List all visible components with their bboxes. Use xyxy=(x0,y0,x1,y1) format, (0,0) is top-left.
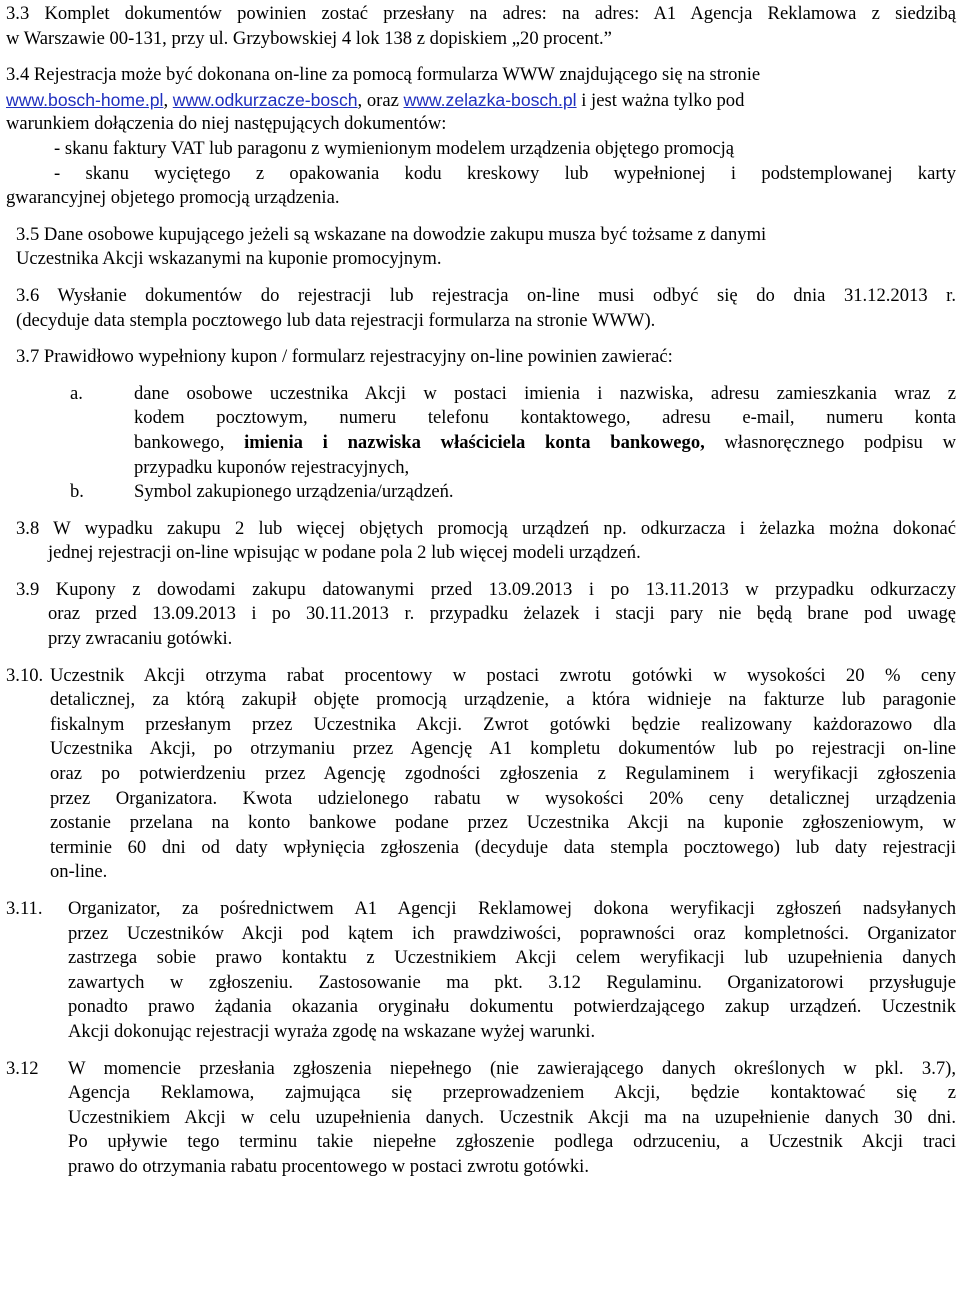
section-3-7 xyxy=(16,345,956,370)
section-3-5-line-2: Uczestnika Akcji wskazanymi na kuponie promocyjnym. xyxy=(16,248,442,270)
section-3-12 xyxy=(6,1057,956,1180)
section-3-4-line-2-tail: i jest ważna tylko pod xyxy=(576,89,745,111)
section-3-10-number: 3.10. xyxy=(6,664,44,686)
list-item-a-line-2: kodem pocztowym, numeru telefonu kontaktowego, adresu e-mail, numeru konta xyxy=(134,407,956,429)
separator: , oraz xyxy=(357,89,404,111)
list-item-a-line-3 xyxy=(134,431,956,456)
section-3-5 xyxy=(16,223,956,272)
list-label-a: a. xyxy=(70,382,83,404)
section-3-11-line-5: ponadto prawo żądania okazania oryginału dokumentu potwierdzającego zakup urządzeń. Uczestnik xyxy=(68,996,956,1018)
section-3-4-line-3: warunkiem dołączenia do niej następujących dokumentów: xyxy=(6,113,447,135)
section-3-4-bullet-1: - skanu faktury VAT lub paragonu z wymienionym modelem urządzenia objętego promocją xyxy=(54,137,735,159)
section-3-12-line-1: W momencie przesłania zgłoszenia niepełnego (nie zawierającego danych określonych w pkl. 3.7), xyxy=(68,1057,956,1079)
section-3-10-line-4: Uczestnika Akcji, po otrzymaniu przez Agencję A1 kompletu dokumentów lub po rejestracji on-line xyxy=(50,738,956,760)
section-3-10-line-3: fiskalnym przesłanym przez Uczestnika Akcji. Zwrot gotówki będzie realizowany każdorazowo dla xyxy=(50,713,956,735)
section-3-10-line-1: Uczestnik Akcji otrzyma rabat procentowy w postaci zwrotu gotówki w wysokości 20 % ceny xyxy=(50,664,956,686)
section-3-11-line-2: przez Uczestników Akcji pod kątem ich prawdziwości, poprawności oraz kompletności. Organizator xyxy=(68,922,956,944)
section-3-4-line-6: gwarancyjnej objetego promocją urządzenia. xyxy=(6,187,340,209)
section-3-11-line-3: zastrzega sobie prawo kontaktu z Uczestnikiem Akcji celem weryfikacji lub uzupełnienia danych xyxy=(68,947,956,969)
section-3-11-line-4: zawartych w zgłoszeniu. Zastosowanie ma pkt. 3.12 Regulaminu. Organizatorowi przysługuje xyxy=(68,971,956,993)
section-3-9-line-1: 3.9 Kupony z dowodami zakupu datowanymi przed 13.09.2013 i po 13.11.2013 w przypadku odkurzaczy xyxy=(16,578,956,600)
link-bosch-home[interactable]: www.bosch-home.pl xyxy=(6,89,164,110)
section-3-12-line-3: Uczestnikiem Akcji w celu uzupełnienia danych. Uczestnik Akcji ma na uzupełnienie danych 30 dni. xyxy=(68,1106,956,1128)
section-3-11-line-6: Akcji dokonując rejestracji wyraża zgodę na wskazane wyżej warunki. xyxy=(68,1020,596,1042)
section-3-4-line-1: 3.4 Rejestracja może być dokonana on-line za pomocą formularza WWW znajdującego się na stronie xyxy=(6,64,761,86)
section-3-11 xyxy=(6,897,956,1045)
document-page xyxy=(6,2,956,1180)
section-3-10 xyxy=(6,664,956,885)
list-item-b xyxy=(70,480,956,505)
section-3-4 xyxy=(6,63,956,211)
link-odkurzacze-bosch[interactable]: www.odkurzacze-bosch xyxy=(172,89,358,110)
section-3-9-line-3: przy zwracaniu gotówki. xyxy=(48,628,233,650)
list-label-b: b. xyxy=(70,481,84,503)
section-3-12-line-4: Po upływie tego terminu takie niepełne zgłoszenie podlega odrzuceniu, a Uczestnik Akcji traci xyxy=(68,1131,956,1153)
section-3-6-line-2: (decyduje data stempla pocztowego lub data rejestracji formularza na stronie WWW). xyxy=(16,309,656,331)
list-item-b-line-1: Symbol zakupionego urządzenia/urządzeń. xyxy=(134,481,454,503)
list-item-a-line-3-post: własnoręcznego podpisu w xyxy=(704,431,956,453)
section-3-6-line-1: 3.6 Wysłanie dokumentów do rejestracji lub rejestracja on-line musi odbyć się do dnia 31.12.2013 r. xyxy=(16,284,956,306)
section-3-10-line-8: terminie 60 dni od daty wpłynięcia zgłoszenia (decyduje data stempla pocztowego) lub daty rejestracji xyxy=(50,836,956,858)
section-3-8-line-1: 3.8 W wypadku zakupu 2 lub więcej objętych promocją urządzeń np. odkurzacza i żelazka można dokonać xyxy=(16,517,956,539)
list-item-a xyxy=(70,382,956,480)
section-3-7-line-1: 3.7 Prawidłowo wypełniony kupon / formularz rejestracyjny on-line powinien zawierać: xyxy=(16,346,673,368)
section-3-9 xyxy=(16,578,956,652)
list-item-a-line-4: przypadku kuponów rejestracyjnych, xyxy=(134,456,410,478)
section-3-12-line-2: Agencja Reklamowa, zajmująca się przeprowadzeniem Akcji, będzie kontaktować się z xyxy=(68,1082,956,1104)
section-3-3 xyxy=(6,2,956,51)
link-zelazka-bosch[interactable]: www.zelazka-bosch.pl xyxy=(403,89,577,110)
section-3-10-line-6: przez Organizatora. Kwota udzielonego rabatu w wysokości 20% ceny detalicznej urządzenia xyxy=(50,787,956,809)
section-3-12-number: 3.12 xyxy=(6,1057,39,1079)
list-item-a-line-1: dane osobowe uczestnika Akcji w postaci imienia i nazwiska, adresu zamieszkania wraz z xyxy=(134,382,956,404)
section-3-11-number: 3.11. xyxy=(6,898,43,919)
section-3-8 xyxy=(16,517,956,566)
section-3-12-line-5: prawo do otrzymania rabatu procentowego w postaci zwrotu gotówki. xyxy=(68,1155,589,1177)
separator: , xyxy=(163,89,173,111)
section-3-5-line-1: 3.5 Dane osobowe kupującego jeżeli są wskazane na dowodzie zakupu musza być tożsame z danymi xyxy=(16,223,767,245)
section-3-7-list xyxy=(70,382,956,505)
section-3-3-line-1: 3.3 Komplet dokumentów powinien zostać przesłany na adres: na adres: A1 Agencja Reklamowa z siedzibą xyxy=(6,3,956,24)
section-3-3-line-2: w Warszawie 00-131, przy ul. Grzybowskiej 4 lok 138 z dopiskiem „20 procent.” xyxy=(6,27,612,49)
section-3-11-line-1: Organizator, za pośrednictwem A1 Agencji Reklamowej dokona weryfikacji zgłoszeń nadsyłanych xyxy=(68,898,956,919)
section-3-9-line-2: oraz przed 13.09.2013 i po 30.11.2013 r. przypadku żelazek i stacji pary nie będą brane pod uwagę xyxy=(48,603,956,625)
section-3-10-line-2: detalicznej, za którą zakupił objęte promocją urządzenie, a która widnieje na fakturze lub paragonie xyxy=(50,689,956,711)
section-3-8-line-2: jednej rejestracji on-line wpisując w podane pola 2 lub więcej modeli urządzeń. xyxy=(48,542,641,564)
bold-account-owner: imienia i nazwiska właściciela konta bankowego, xyxy=(244,431,705,453)
section-3-4-bullet-2: - skanu wyciętego z opakowania kodu kreskowy lub wypełnionej i podstemplowanej karty xyxy=(54,162,956,184)
section-3-10-line-7: zostanie przelana na konto bankowe podane przez Uczestnika Akcji na kuponie zgłoszeniowym, w xyxy=(50,812,956,834)
list-item-a-line-3-pre: bankowego, xyxy=(134,431,245,453)
section-3-6 xyxy=(16,284,956,333)
section-3-4-line-2 xyxy=(6,88,956,113)
section-3-10-line-5: oraz po potwierdzeniu przez Agencję zgodności zgłoszenia z Regulaminem i weryfikacji zgłoszenia xyxy=(50,763,956,785)
section-3-10-line-9: on-line. xyxy=(50,861,108,883)
